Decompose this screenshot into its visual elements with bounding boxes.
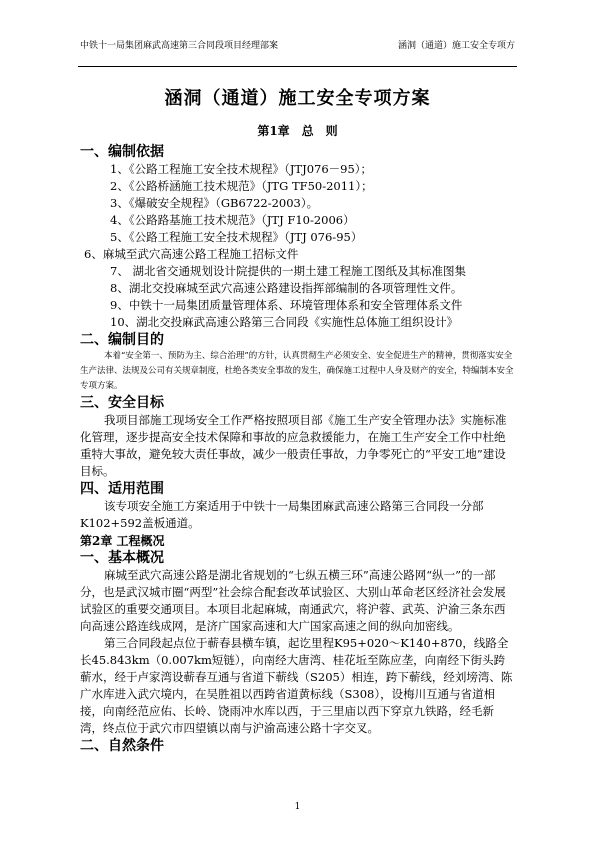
basis-item: 1、《公路工程施工安全技术规程》（JTJ076－95）；: [110, 162, 373, 176]
page-header-left: 中铁十一局集团麻武高速第三合同段项目经理部案: [80, 41, 279, 51]
section-heading-scope: 四、适用范围: [80, 481, 164, 497]
safety-goal-paragraph: 我项目部施工现场安全工作严格按照项目部《施工生产安全管理办法》实施标准化管理，逐步提高安全技术保障和事故的应急救援能力，在施工生产安全工作中杜绝重特大事故，避免较大责任事故，减少一般责任事故，力争零死亡的“平安工地”建设目标。: [80, 413, 507, 478]
basis-item: 5、《公路工程施工安全技术规程》（JTJ 076-95）: [110, 230, 363, 244]
basis-item: 6、麻城至武穴高速公路工程施工招标文件: [84, 247, 299, 261]
basis-item: 9、中铁十一局集团质量管理体系、环境管理体系和安全管理体系文件: [110, 298, 463, 312]
scope-paragraph: 该专项安全施工方案适用于中铁十一局集团麻武高速公路第三合同段一分部K102+592盖板通道。: [80, 499, 484, 530]
section-heading-safety-goal: 三、安全目标: [80, 395, 164, 411]
section-heading-basis: 一、编制依据: [80, 144, 164, 160]
chapter-2-heading: 第2章 工程概况: [80, 534, 165, 548]
page-number: 1: [294, 802, 301, 812]
basis-item: 7、 湖北省交通规划设计院提供的一期土建工程施工图纸及其标准图集: [110, 264, 466, 278]
document-body: [80, 78, 515, 755]
purpose-paragraph: 本着“安全第一、预防为主、综合治理”的方针，认真贯彻生产必须安全、安全促进生产的精神，贯彻落实安全生产法律、法规及公司有关规章制度，杜绝各类安全事故的发生，确保施工过程中人身及财产的安全，特编制本安全专项方案。: [80, 351, 514, 391]
basis-item: 2、《公路桥涵施工技术规范》（JTG TF50-2011）；: [110, 179, 373, 193]
section-heading-overview: 一、基本概况: [80, 550, 164, 566]
overview-paragraph-2: 第三合同段起点位于蕲春县横车镇，起讫里程K95+020～K140+870，线路全长45.843km（0.007km短链），向南经大唐湾、桂花坵至陈应垄，向南经下街头跨蕲水，经于卢家湾设蕲春互通与省道下蕲线（S205）相连，跨下蕲线，经刘塝湾、陈广水库进入武穴境内，在吴胜祖以西跨省道黄标线（S308），设梅川互通与省道相接，向南经范应佑、长岭、饶雨冲水库以西，于三里庙以西下穿京九铁路，经毛新湾，终点位于武穴市四望镇以南与沪渝高速公路十字交叉。: [80, 636, 513, 735]
chapter-1-heading: 第1章 总 则: [257, 124, 338, 138]
basis-item: 8、湖北交投麻城至武穴高速公路建设指挥部编制的各项管理性文件。: [110, 281, 463, 295]
basis-item: 10、湖北交投麻武高速公路第三合同段《实施性总体施工组织设计》: [110, 315, 459, 329]
overview-paragraph-1: 麻城至武穴高速公路是湖北省规划的“七纵五横三环”高速公路网“纵一”的一部分，也是武汉城市圈“两型”社会综合配套改革试验区、大别山革命老区经济社会发展试验区的重要交通项目。本项目北起麻城，南通武穴，将沪蓉、武英、沪渝三条东西向高速公路连线成网，是济广国家高速和大广国家高速之间的纵向加密线。: [80, 568, 506, 633]
section-heading-natural-conditions: 二、自然条件: [80, 738, 164, 754]
header-rule: [78, 66, 517, 67]
document-title: 涵洞（通道）施工安全专项方案: [164, 88, 431, 109]
basis-item: 3、《爆破安全规程》（GB6722-2003）。: [110, 196, 319, 210]
section-heading-purpose: 二、编制目的: [80, 332, 164, 348]
page-header-right: 涵洞（通道）施工安全专项方: [397, 41, 515, 51]
basis-item: 4、《公路路基施工技术规范》（JTJ F10-2006）: [110, 213, 355, 227]
